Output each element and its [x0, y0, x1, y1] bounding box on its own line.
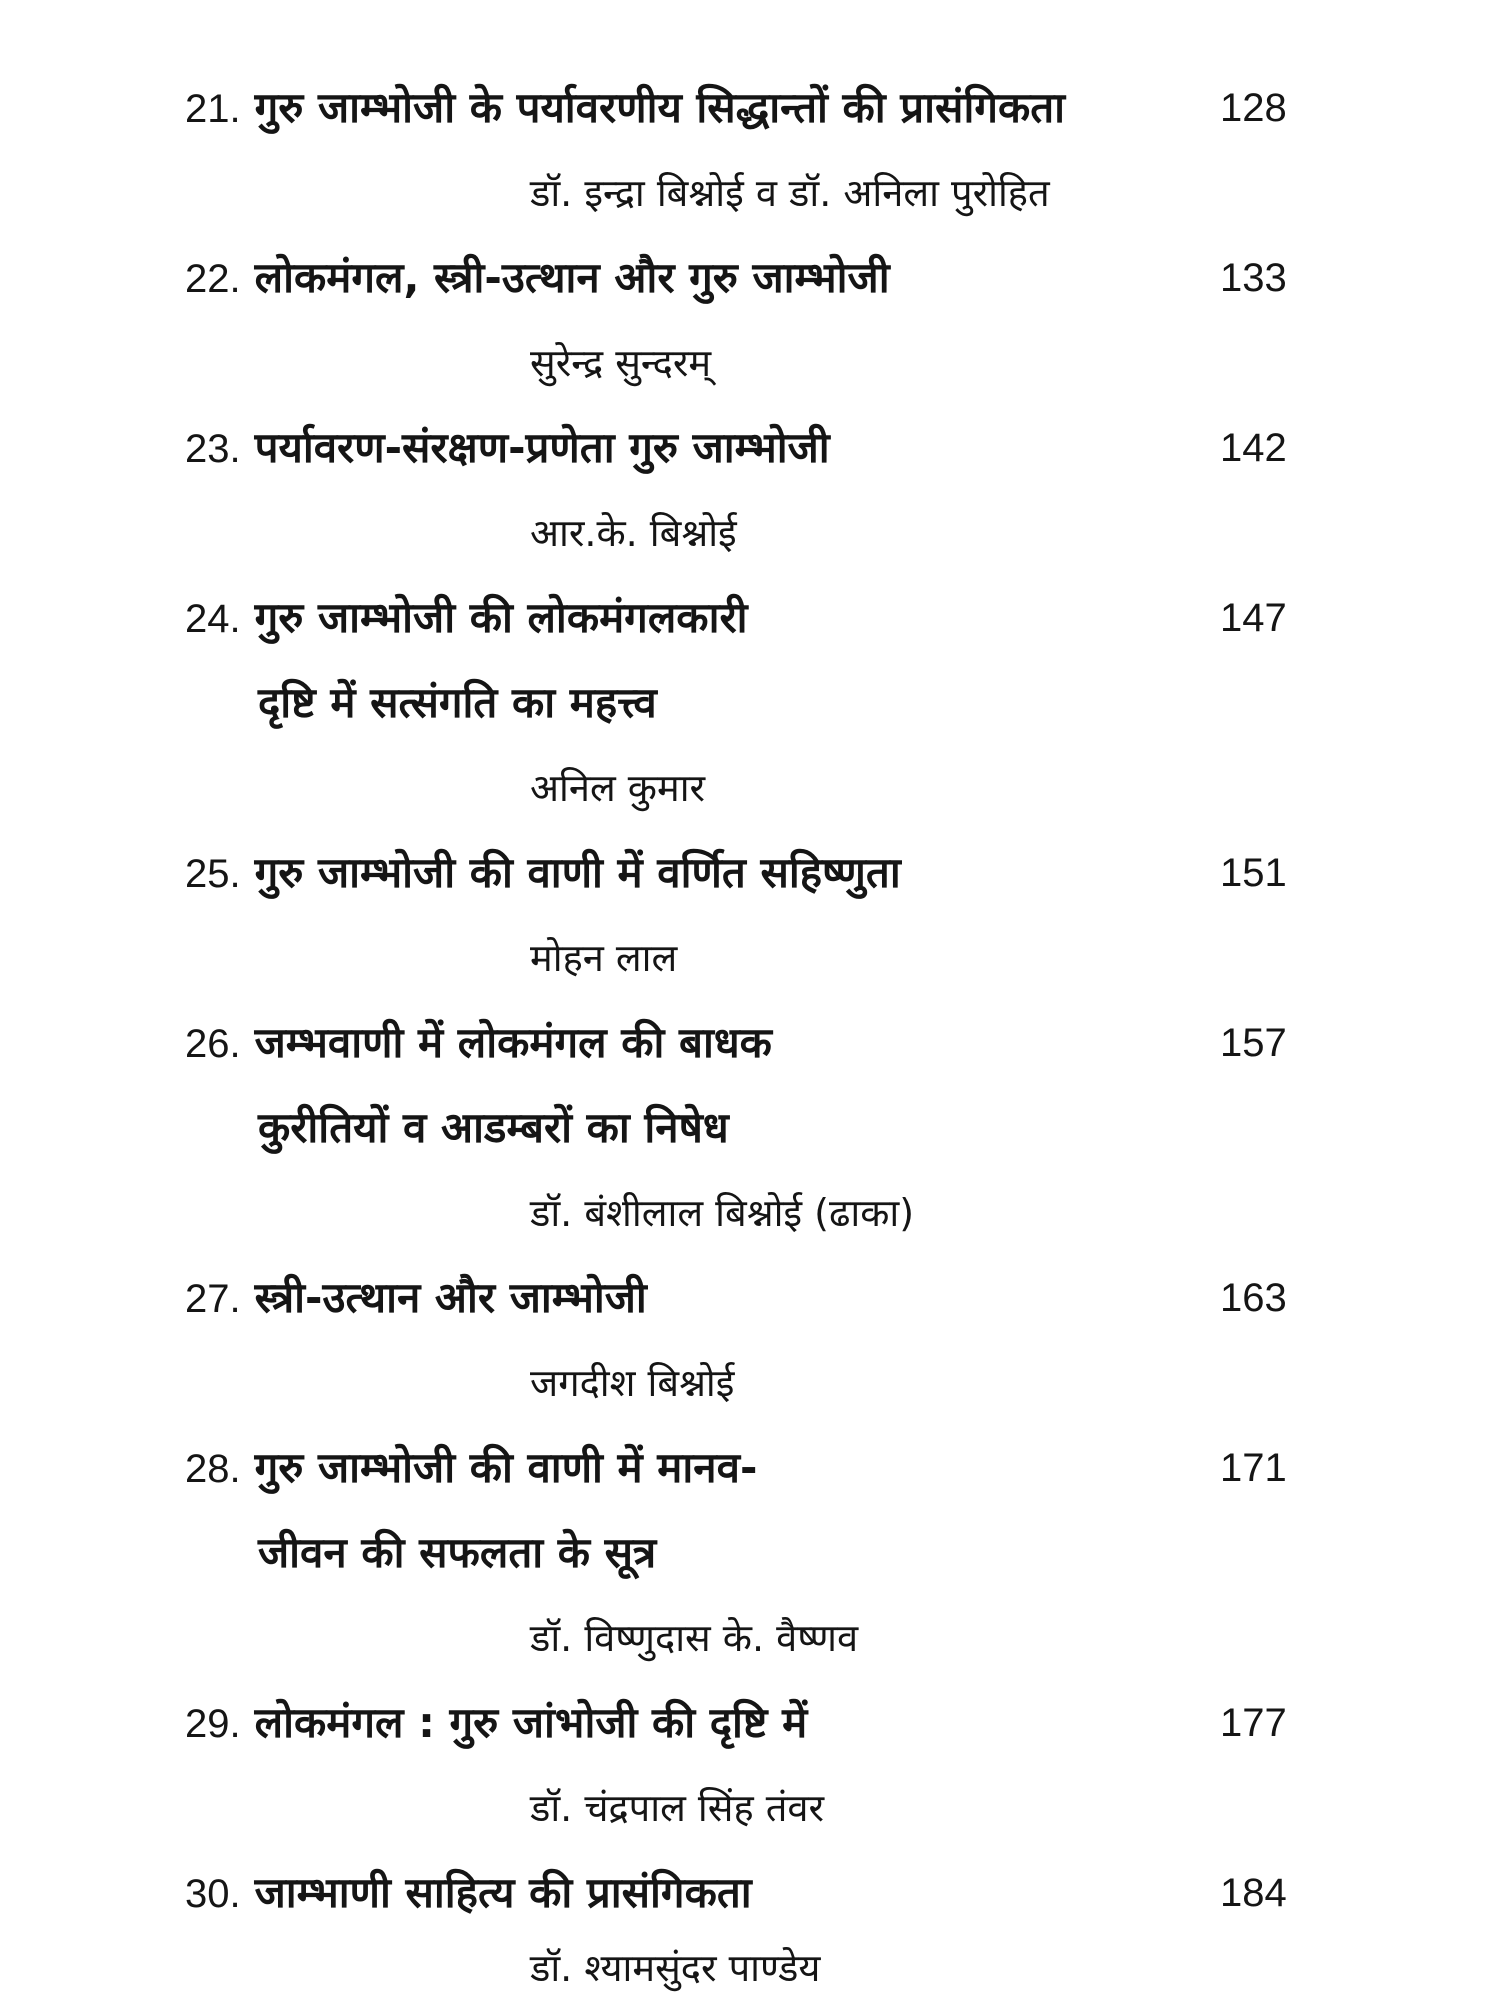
entry-author: अनिल कुमार — [530, 766, 706, 810]
entry-page-number: 184 — [1220, 1871, 1287, 1915]
entry-heading — [185, 418, 830, 479]
entry-author: जगदीश बिश्नोई — [530, 1361, 735, 1405]
entry-number: 21. — [185, 87, 241, 131]
entry-number: 26. — [185, 1022, 241, 1066]
entry-number: 30. — [185, 1872, 241, 1916]
entry-heading — [185, 588, 748, 649]
entry-number: 27. — [185, 1277, 241, 1321]
entry-heading — [185, 248, 890, 309]
entry-author: डॉ. इन्द्रा बिश्नोई व डॉ. अनिला पुरोहित — [530, 171, 1050, 215]
entry-heading — [185, 1268, 647, 1329]
entry-page-number: 133 — [1220, 256, 1287, 300]
entry-page-number: 177 — [1220, 1701, 1287, 1745]
entry-author: आर.के. बिश्नोई — [530, 511, 737, 555]
entry-title: लोकमंगल, स्त्री-उत्थान और गुरु जाम्भोजी — [254, 253, 890, 302]
entry-page-number: 151 — [1220, 851, 1287, 895]
entry-number: 24. — [185, 597, 241, 641]
entry-title: जाम्भाणी साहित्य की प्रासंगिकता — [254, 1868, 752, 1917]
entry-page-number: 163 — [1220, 1276, 1287, 1320]
entry-author: डॉ. श्यामसुंदर पाण्डेय — [530, 1946, 821, 1990]
entry-heading — [185, 843, 901, 904]
entry-title: गुरु जाम्भोजी की लोकमंगलकारी — [254, 593, 748, 642]
entry-title: गुरु जाम्भोजी की वाणी में वर्णित सहिष्णुता — [254, 848, 901, 897]
entry-author: डॉ. विष्णुदास के. वैष्णव — [530, 1616, 859, 1660]
entry-title-continuation: जीवन की सफलता के सूत्र — [258, 1528, 657, 1577]
entry-author: सुरेन्द्र सुन्दरम् — [530, 341, 712, 385]
entry-author: डॉ. बंशीलाल बिश्नोई (ढाका) — [530, 1191, 915, 1235]
entry-page-number: 171 — [1220, 1446, 1287, 1490]
entry-title: गुरु जाम्भोजी के पर्यावरणीय सिद्धान्तों की प्रासंगिकता — [254, 83, 1066, 132]
entry-page-number: 157 — [1220, 1021, 1287, 1065]
entry-number: 22. — [185, 257, 241, 301]
entry-number: 25. — [185, 852, 241, 896]
entry-number: 23. — [185, 427, 241, 471]
entry-author: डॉ. चंद्रपाल सिंह तंवर — [530, 1786, 825, 1830]
entry-page-number: 147 — [1220, 596, 1287, 640]
entry-page-number: 128 — [1220, 86, 1287, 130]
entry-heading — [185, 78, 1065, 139]
entry-heading — [185, 1438, 757, 1499]
entry-title: स्त्री-उत्थान और जाम्भोजी — [254, 1273, 647, 1322]
entry-author: मोहन लाल — [530, 936, 678, 980]
entry-title: पर्यावरण-संरक्षण-प्रणेता गुरु जाम्भोजी — [254, 423, 830, 472]
entry-heading — [185, 1693, 807, 1754]
entry-title: गुरु जाम्भोजी की वाणी में मानव- — [254, 1443, 758, 1492]
entry-title-continuation: कुरीतियों व आडम्बरों का निषेध — [258, 1103, 729, 1152]
entry-title: जम्भवाणी में लोकमंगल की बाधक — [254, 1018, 772, 1067]
entry-number: 29. — [185, 1702, 241, 1746]
entry-title: लोकमंगल : गुरु जांभोजी की दृष्टि में — [254, 1698, 808, 1747]
entry-page-number: 142 — [1220, 426, 1287, 470]
entry-heading — [185, 1013, 772, 1074]
entry-heading — [185, 1863, 752, 1924]
entry-title-continuation: दृष्टि में सत्संगति का महत्त्व — [258, 678, 657, 727]
entry-number: 28. — [185, 1447, 241, 1491]
